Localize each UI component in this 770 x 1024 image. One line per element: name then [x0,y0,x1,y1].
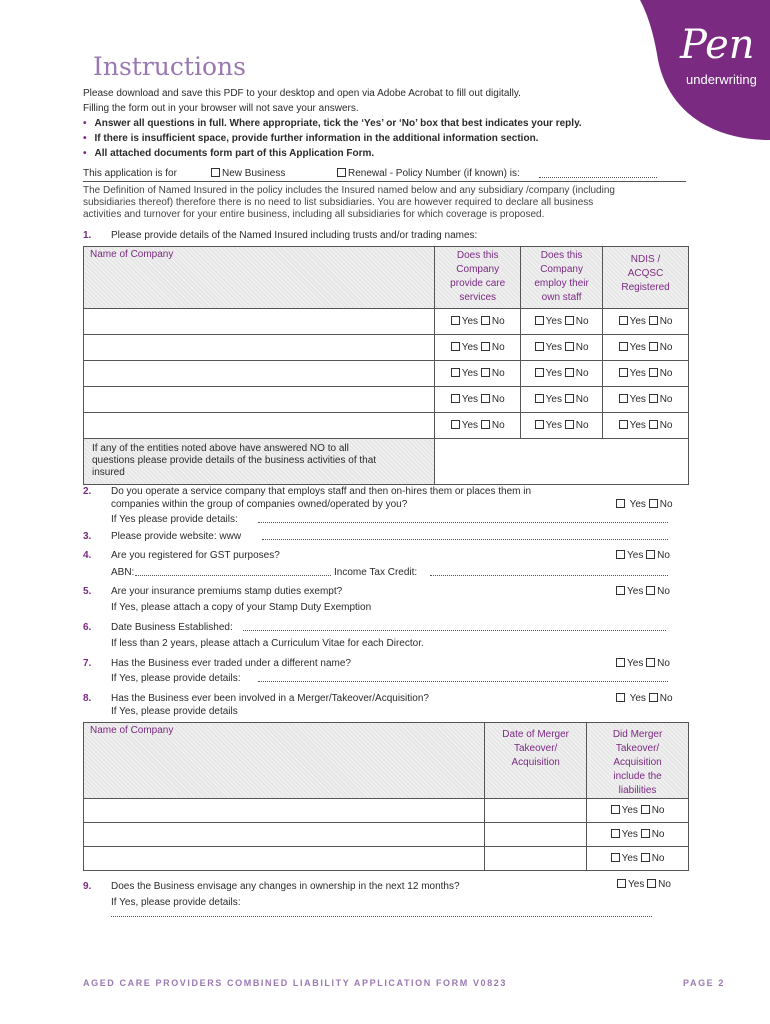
table-row: Yes No [84,847,689,871]
entities-footnote: If any of the entities noted above have answered NO to all questions please provide details of the business activities of that insured [84,439,435,485]
merger-table [83,722,689,871]
instruction-bullet: • If there is insufficient space, provide further information in the additional information section. [83,133,538,144]
question-number: 8. [83,693,92,704]
question-subtext: If Yes, please attach a copy of your Stamp Duty Exemption [111,602,372,613]
table-row: Yes No Yes No Yes No [84,387,689,413]
no-checkbox[interactable] [481,394,490,403]
no-checkbox[interactable] [649,394,658,403]
table-row: Yes No Yes No Yes No [84,309,689,335]
yes-checkbox[interactable] [535,316,544,325]
company-name-field[interactable] [84,413,435,439]
col-employ-staff: Does this Company employ their own staff [521,247,603,309]
yes-checkbox[interactable] [611,853,620,862]
q7-yes-no[interactable]: Yes No [616,658,670,669]
yes-checkbox[interactable] [619,342,628,351]
yes-checkbox[interactable] [451,368,460,377]
yes-checkbox[interactable] [611,805,620,814]
yes-checkbox[interactable] [451,394,460,403]
company-name-field[interactable] [84,847,485,871]
company-name-field[interactable] [84,799,485,823]
q2-yes-no[interactable]: Yes No [616,499,673,510]
question-number: 5. [83,586,92,597]
question-number: 9. [83,881,92,892]
application-for-label: This application is for [83,168,177,179]
question-number: 1. [83,230,92,241]
no-checkbox[interactable] [649,368,658,377]
yes-checkbox[interactable] [617,879,626,888]
website-field[interactable] [262,539,668,540]
yes-checkbox[interactable] [616,499,625,508]
q7-details-field[interactable] [258,681,668,682]
no-checkbox[interactable] [646,586,655,595]
question-subtext: If Yes please provide details: [111,514,238,525]
no-checkbox[interactable] [649,316,658,325]
yes-checkbox[interactable] [535,342,544,351]
yes-checkbox[interactable] [451,342,460,351]
yes-checkbox[interactable] [535,394,544,403]
divider [83,181,686,182]
table-row: Yes No [84,823,689,847]
company-name-field[interactable] [84,335,435,361]
yes-checkbox[interactable] [616,550,625,559]
no-checkbox[interactable] [646,550,655,559]
q9-yes-no[interactable]: Yes No [617,879,671,890]
yes-checkbox[interactable] [535,420,544,429]
instruction-bullet: • Answer all questions in full. Where appropriate, tick the ‘Yes’ or ‘No’ box that best indicates your reply. [83,118,582,129]
question-text: Date Business Established: [111,622,233,633]
question-text: Please provide website: www [111,531,242,542]
definition-line: The Definition of Named Insured in the policy includes the Insured named below and any subsidiary /company (including [83,185,615,196]
no-checkbox[interactable] [481,420,490,429]
question-number: 2. [83,486,92,497]
yes-checkbox[interactable] [451,420,460,429]
table-row: Yes No Yes No Yes No [84,361,689,387]
svg-text:underwriting: underwriting [686,72,757,87]
question-number: 3. [83,531,92,542]
question-number: 4. [83,550,92,561]
table-row: Yes No Yes No Yes No [84,413,689,439]
question-subtext: If Yes, please provide details [111,706,238,717]
table-row: Yes No Yes No Yes No [84,335,689,361]
no-checkbox[interactable] [647,879,656,888]
svg-text:Pen: Pen [680,22,755,68]
no-checkbox[interactable] [641,853,650,862]
no-checkbox[interactable] [646,658,655,667]
yes-checkbox[interactable] [451,316,460,325]
new-business-option[interactable]: New Business [211,168,285,179]
page-number: PAGE 2 [683,978,725,988]
new-business-checkbox[interactable] [211,168,220,177]
abn-label: ABN: [111,567,135,578]
intro-line-1: Please download and save this PDF to your desktop and open via Adobe Acrobat to fill out digitally. [83,88,521,99]
col-provide-care: Does this Company provide care services [435,247,521,309]
question-subtext: If Yes, please provide details: [111,897,241,908]
yes-checkbox[interactable] [611,829,620,838]
tax-credit-label: Income Tax Credit: [334,567,418,578]
yes-checkbox[interactable] [619,368,628,377]
q8-yes-no[interactable]: Yes No [616,693,673,704]
footer-form-title: AGED CARE PROVIDERS COMBINED LIABILITY APPLICATION FORM V0823 [83,978,507,988]
yes-checkbox[interactable] [535,368,544,377]
col-include-liabilities: Did Merger Takeover/ Acquisition include the liabilities [587,723,689,799]
intro-line-2: Filling the form out in your browser will not save your answers. [83,103,359,114]
policy-number-field[interactable] [539,177,657,178]
no-checkbox[interactable] [481,368,490,377]
merger-date-field[interactable] [485,799,587,823]
abn-field[interactable] [135,575,331,576]
question-text: Has the Business ever been involved in a Merger/Takeover/Acquisition? [111,693,429,704]
no-checkbox[interactable] [565,342,574,351]
definition-line: subsidiaries thereof) therefore there is no need to list subsidiaries. You are however required to declare all business [83,197,594,208]
no-checkbox[interactable] [481,316,490,325]
yes-checkbox[interactable] [616,586,625,595]
no-checkbox[interactable] [565,420,574,429]
business-activities-field[interactable] [435,439,689,485]
no-checkbox[interactable] [649,499,658,508]
no-checkbox[interactable] [565,316,574,325]
col-name-of-company: Name of Company [84,247,435,309]
q2-details-field[interactable] [258,522,668,523]
yes-checkbox[interactable] [616,658,625,667]
question-number: 7. [83,658,92,669]
question-text: Please provide details of the Named Insured including trusts and/or trading names: [111,230,478,241]
no-checkbox[interactable] [649,693,658,702]
no-checkbox[interactable] [565,394,574,403]
question-text: Are you registered for GST purposes? [111,550,280,561]
question-number: 6. [83,622,92,633]
page-title: Instructions [93,52,246,81]
table-row: Yes No [84,799,689,823]
col-ndis-registered: NDIS / ACQSC Registered [603,247,689,309]
pen-underwriting-logo [640,0,770,140]
yes-checkbox[interactable] [619,316,628,325]
date-established-field[interactable] [243,630,666,631]
question-text: companies within the group of companies owned/operated by you? [111,499,408,510]
col-date-of-merger: Date of Merger Takeover/ Acquisition [485,723,587,799]
company-name-field[interactable] [84,361,435,387]
company-name-field[interactable] [84,387,435,413]
question-text: Do you operate a service company that employs staff and then on-hires them or places them in [111,486,532,497]
company-name-field[interactable] [84,823,485,847]
question-subtext: If Yes, please provide details: [111,673,241,684]
col-name-of-company: Name of Company [84,723,485,799]
yes-checkbox[interactable] [619,394,628,403]
instruction-bullet: • All attached documents form part of this Application Form. [83,148,374,159]
merger-date-field[interactable] [485,847,587,871]
q4-yes-no[interactable]: Yes No [616,550,670,561]
no-checkbox[interactable] [641,805,650,814]
merger-date-field[interactable] [485,823,587,847]
q5-yes-no[interactable]: Yes No [616,586,670,597]
no-checkbox[interactable] [481,342,490,351]
named-insured-table [83,246,689,485]
renewal-checkbox[interactable] [337,168,346,177]
question-subtext: If less than 2 years, please attach a Curriculum Vitae for each Director. [111,638,424,649]
question-text: Has the Business ever traded under a different name? [111,658,351,669]
no-checkbox[interactable] [649,420,658,429]
yes-checkbox[interactable] [619,420,628,429]
question-text: Does the Business envisage any changes in ownership in the next 12 months? [111,881,460,892]
tax-credit-field[interactable] [430,575,668,576]
no-checkbox[interactable] [565,368,574,377]
question-text: Are your insurance premiums stamp duties exempt? [111,586,343,597]
definition-line: activities and turnover for your entire business, including all subsidiaries for which coverage is proposed. [83,209,545,220]
yes-checkbox[interactable] [616,693,625,702]
no-checkbox[interactable] [641,829,650,838]
renewal-option[interactable]: Renewal - Policy Number (if known) is: [337,168,520,179]
no-checkbox[interactable] [649,342,658,351]
company-name-field[interactable] [84,309,435,335]
q9-details-field[interactable] [111,916,652,917]
